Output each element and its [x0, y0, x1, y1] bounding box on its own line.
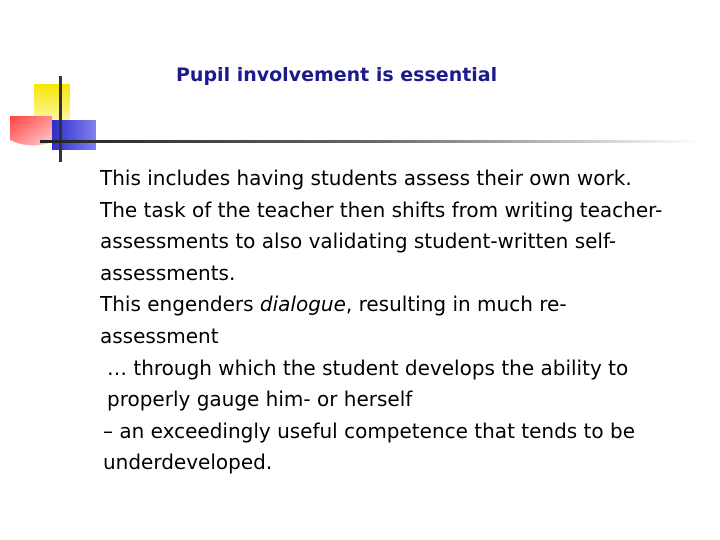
paragraph-3-before: This engenders	[100, 292, 260, 317]
paragraph-5-line-1: – an exceedingly useful competence that tends to be	[103, 418, 635, 443]
paragraph-3	[100, 289, 700, 352]
paragraph-2-line-1: The task of the teacher then shifts from writing teacher-	[100, 197, 663, 222]
paragraph-4	[100, 353, 700, 416]
horizontal-rule	[40, 140, 700, 143]
paragraph-4-line-2: properly gauge him- or herself	[107, 387, 413, 412]
paragraph-4-line-1: … through which the student develops the ability to	[107, 355, 629, 380]
slide-title: Pupil involvement is essential	[176, 64, 498, 86]
dialogue-emphasis: dialogue	[259, 292, 346, 317]
paragraph-2-line-3: assessments.	[100, 260, 236, 285]
slide-body	[100, 163, 700, 479]
blue-square	[52, 120, 96, 150]
paragraph-3-after: , resulting in much re-	[345, 292, 567, 317]
paragraph-1	[100, 163, 700, 195]
vertical-rule	[59, 76, 62, 162]
paragraph-3-line-1	[100, 289, 700, 321]
paragraph-5-line-2: underdeveloped.	[103, 450, 273, 475]
paragraph-5	[100, 416, 700, 479]
paragraph-2-line-2: assessments to also validating student-written self-	[100, 229, 617, 254]
paragraph-2	[100, 195, 700, 290]
paragraph-1-line-1: This includes having students assess their own work.	[100, 166, 632, 190]
paragraph-3-line-2: assessment	[100, 323, 219, 348]
